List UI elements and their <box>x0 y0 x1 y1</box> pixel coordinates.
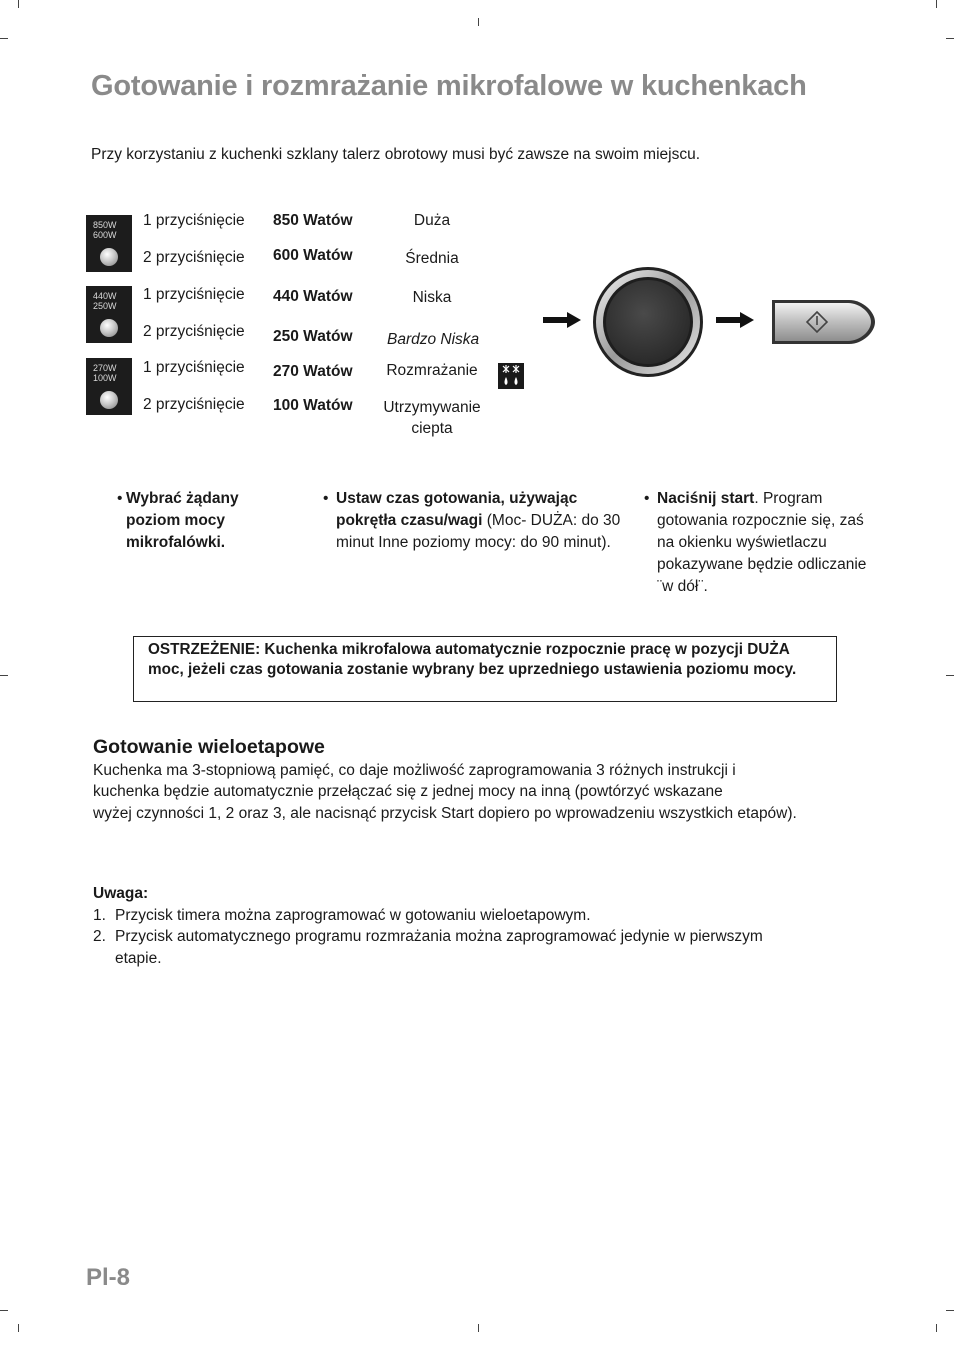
crop-mark <box>18 1324 19 1332</box>
button-label-bottom: 600W <box>93 230 117 240</box>
power-level: Rozmrażanie <box>386 362 478 379</box>
warning-box: OSTRZEŻENIE: Kuchenka mikrofalowa automatycznie rozpocznie pracę w pozycji DUŻA moc, jeżeli czas gotowania zostanie wybrany bez uprzedniego ustawienia poziomu mocy. <box>133 636 837 702</box>
button-label-top: 440W <box>93 291 117 301</box>
note-item: Przycisk timera można zaprogramować w gotowaniu wieloetapowym. <box>115 907 591 924</box>
button-label-bottom: 250W <box>93 301 117 311</box>
bullet-icon: • <box>323 490 329 507</box>
note-number: 2. <box>93 928 106 945</box>
note-item: Przycisk automatycznego programu rozmrażania można zaprogramować jedynie w pierwszym <box>115 928 763 945</box>
power-level: Średnia <box>405 250 459 267</box>
page-number: Pl-8 <box>86 1264 131 1291</box>
press-count: 2 przyciśnięcie <box>143 323 245 340</box>
power-level: Utrzymywanie <box>383 399 481 416</box>
watts: 440 Watów <box>273 288 353 305</box>
button-knob-icon <box>100 391 118 409</box>
button-knob-icon <box>100 248 118 266</box>
crop-mark <box>936 1324 937 1332</box>
crop-mark <box>478 1324 479 1332</box>
step-3-bold: Naciśnij start <box>657 490 755 507</box>
button-label-bottom: 100W <box>93 373 117 383</box>
arrow-right-icon <box>543 312 581 328</box>
step-3-text: . Program gotowania rozpocznie się, zaś na okienku wyświetlaczu pokazywane będzie odliczanie ¨w dół¨. <box>657 490 867 595</box>
power-level: Duża <box>413 212 451 229</box>
dial-icon[interactable] <box>591 265 705 379</box>
multistage-heading: Gotowanie wieloetapowe <box>93 736 325 758</box>
step-3 <box>644 488 872 598</box>
press-count: 2 przyciśnięcie <box>143 249 245 266</box>
step-1-bold: Wybrać żądany poziom mocy mikrofalówki. <box>126 490 239 551</box>
step-1 <box>117 488 296 554</box>
crop-mark <box>936 0 937 8</box>
crop-mark <box>478 18 479 26</box>
note-item-continued: etapie. <box>115 950 162 967</box>
multistage-text: Kuchenka ma 3-stopniową pamięć, co daje możliwość zaprogramowania 3 różnych instrukcji i <box>93 762 736 779</box>
multistage-text: wyżej czynności 1, 2 oraz 3, ale nacisnąć przycisk Start dopiero po wprowadzeniu wszystkich etapów). <box>93 805 797 822</box>
power-button-270-100[interactable] <box>86 358 132 415</box>
step-2-text: (Moc- DUŻA: do 30 minut Inne poziomy mocy: do 90 minut). <box>336 512 621 551</box>
start-button-icon[interactable] <box>771 298 877 346</box>
crop-mark <box>0 38 8 39</box>
press-count: 2 przyciśnięcie <box>143 396 245 413</box>
press-count: 1 przyciśnięcie <box>143 286 245 303</box>
note-heading: Uwaga: <box>93 885 149 902</box>
defrost-icon <box>498 363 524 389</box>
multistage-text: kuchenka będzie automatycznie przełączać się z jednej mocy na inną (powtórzyć wskazane <box>93 783 723 800</box>
press-count: 1 przyciśnięcie <box>143 212 245 229</box>
watts: 250 Watów <box>273 328 353 345</box>
power-button-850-600[interactable] <box>86 215 132 272</box>
power-button-440-250[interactable] <box>86 286 132 343</box>
watts: 600 Watów <box>273 247 353 264</box>
button-label-top: 270W <box>93 363 117 373</box>
watts: 850 Watów <box>273 212 353 229</box>
crop-mark <box>946 1310 954 1311</box>
button-knob-icon <box>100 319 118 337</box>
arrow-right-icon <box>716 312 754 328</box>
crop-mark <box>0 675 8 676</box>
step-2 <box>323 488 621 554</box>
intro-text: Przy korzystaniu z kuchenki szklany talerz obrotowy musi być zawsze na swoim miejscu. <box>91 146 701 163</box>
crop-mark <box>946 675 954 676</box>
page-title: Gotowanie i rozmrażanie mikrofalowe w kuchenkach <box>91 70 807 102</box>
crop-mark <box>946 38 954 39</box>
power-level: Niska <box>412 289 452 306</box>
note-number: 1. <box>93 907 106 924</box>
watts: 270 Watów <box>273 363 353 380</box>
step-2-bold: Ustaw czas gotowania, używając pokrętła czasu/wagi <box>336 490 578 529</box>
bullet-icon: • <box>644 490 650 507</box>
button-label-top: 850W <box>93 220 117 230</box>
crop-mark <box>18 0 19 8</box>
power-level: Bardzo Niska <box>387 331 480 348</box>
bullet-icon: • <box>117 490 123 507</box>
crop-mark <box>0 1310 8 1311</box>
power-level: ciepta <box>411 420 453 437</box>
press-count: 1 przyciśnięcie <box>143 359 245 376</box>
watts: 100 Watów <box>273 397 353 414</box>
